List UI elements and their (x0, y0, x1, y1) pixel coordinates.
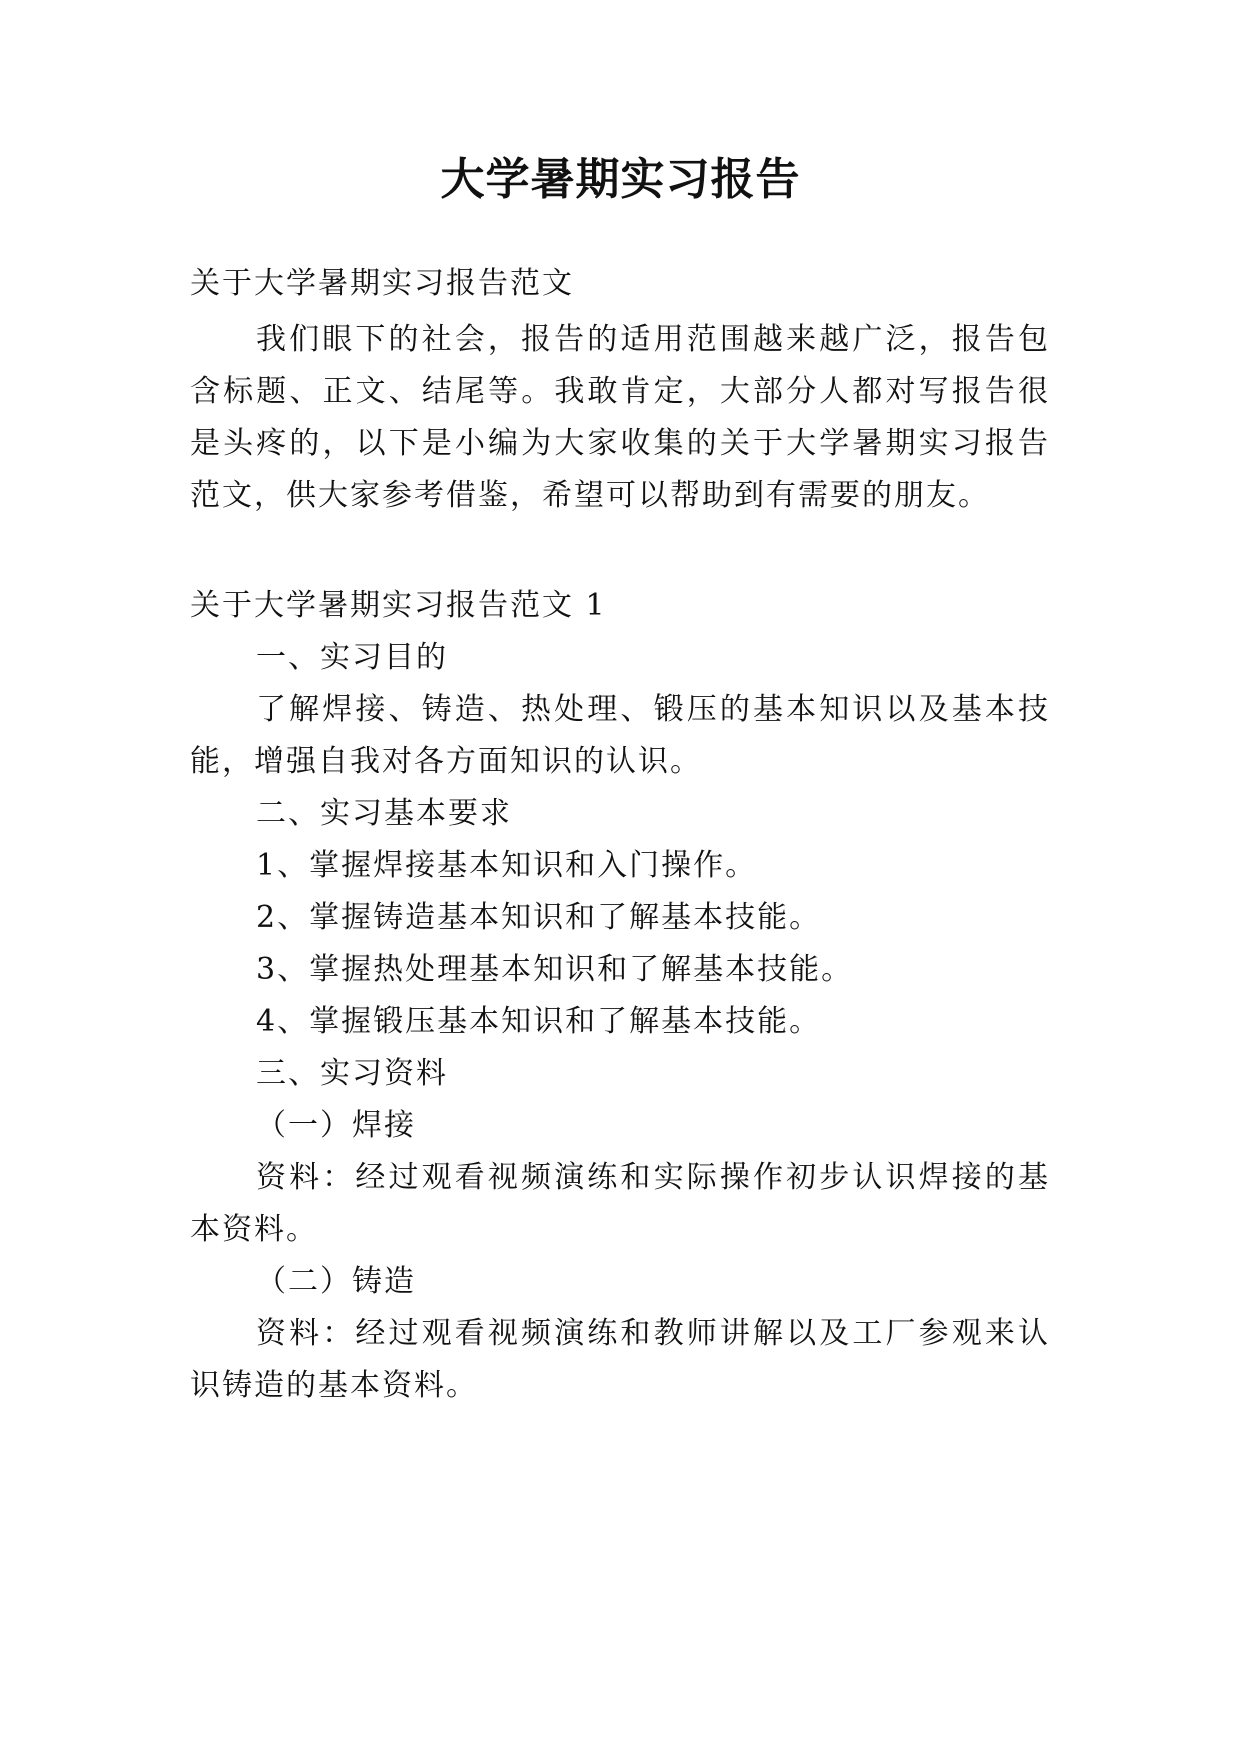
welding-heading: （一）焊接 (256, 1108, 416, 1143)
purpose-heading: 一、实习目的 (256, 640, 448, 675)
welding-line-1: 资料：经过观看视频演练和实际操作初步认识焊接的基 (256, 1160, 1050, 1195)
materials-heading: 三、实习资料 (256, 1056, 448, 1091)
requirement-item-1: 1、掌握焊接基本知识和入门操作。 (256, 848, 758, 883)
document-title: 大学暑期实习报告 (440, 154, 801, 205)
requirement-item-3: 3、掌握热处理基本知识和了解基本技能。 (256, 952, 854, 987)
casting-line-1: 资料：经过观看视频演练和教师讲解以及工厂参观来认 (256, 1316, 1050, 1351)
intro-line-3: 是头疼的，以下是小编为大家收集的关于大学暑期实习报告 (190, 426, 1050, 461)
casting-heading: （二）铸造 (256, 1264, 416, 1299)
intro-line-2: 含标题、正文、结尾等。我敢肯定，大部分人都对写报告很 (190, 374, 1050, 409)
requirements-heading: 二、实习基本要求 (256, 796, 512, 831)
purpose-line-2: 能，增强自我对各方面知识的认识。 (190, 744, 702, 779)
requirement-item-4: 4、掌握锻压基本知识和了解基本技能。 (256, 1004, 822, 1039)
document-subtitle: 关于大学暑期实习报告范文 (190, 266, 574, 301)
purpose-line-1: 了解焊接、铸造、热处理、锻压的基本知识以及基本技 (256, 692, 1050, 727)
requirement-item-2: 2、掌握铸造基本知识和了解基本技能。 (256, 900, 822, 935)
intro-line-4: 范文，供大家参考借鉴，希望可以帮助到有需要的朋友。 (190, 478, 990, 513)
welding-line-2: 本资料。 (190, 1212, 318, 1247)
casting-line-2: 识铸造的基本资料。 (190, 1368, 478, 1403)
section-heading: 关于大学暑期实习报告范文 1 (190, 588, 607, 623)
intro-line-1: 我们眼下的社会，报告的适用范围越来越广泛，报告包 (256, 322, 1050, 357)
